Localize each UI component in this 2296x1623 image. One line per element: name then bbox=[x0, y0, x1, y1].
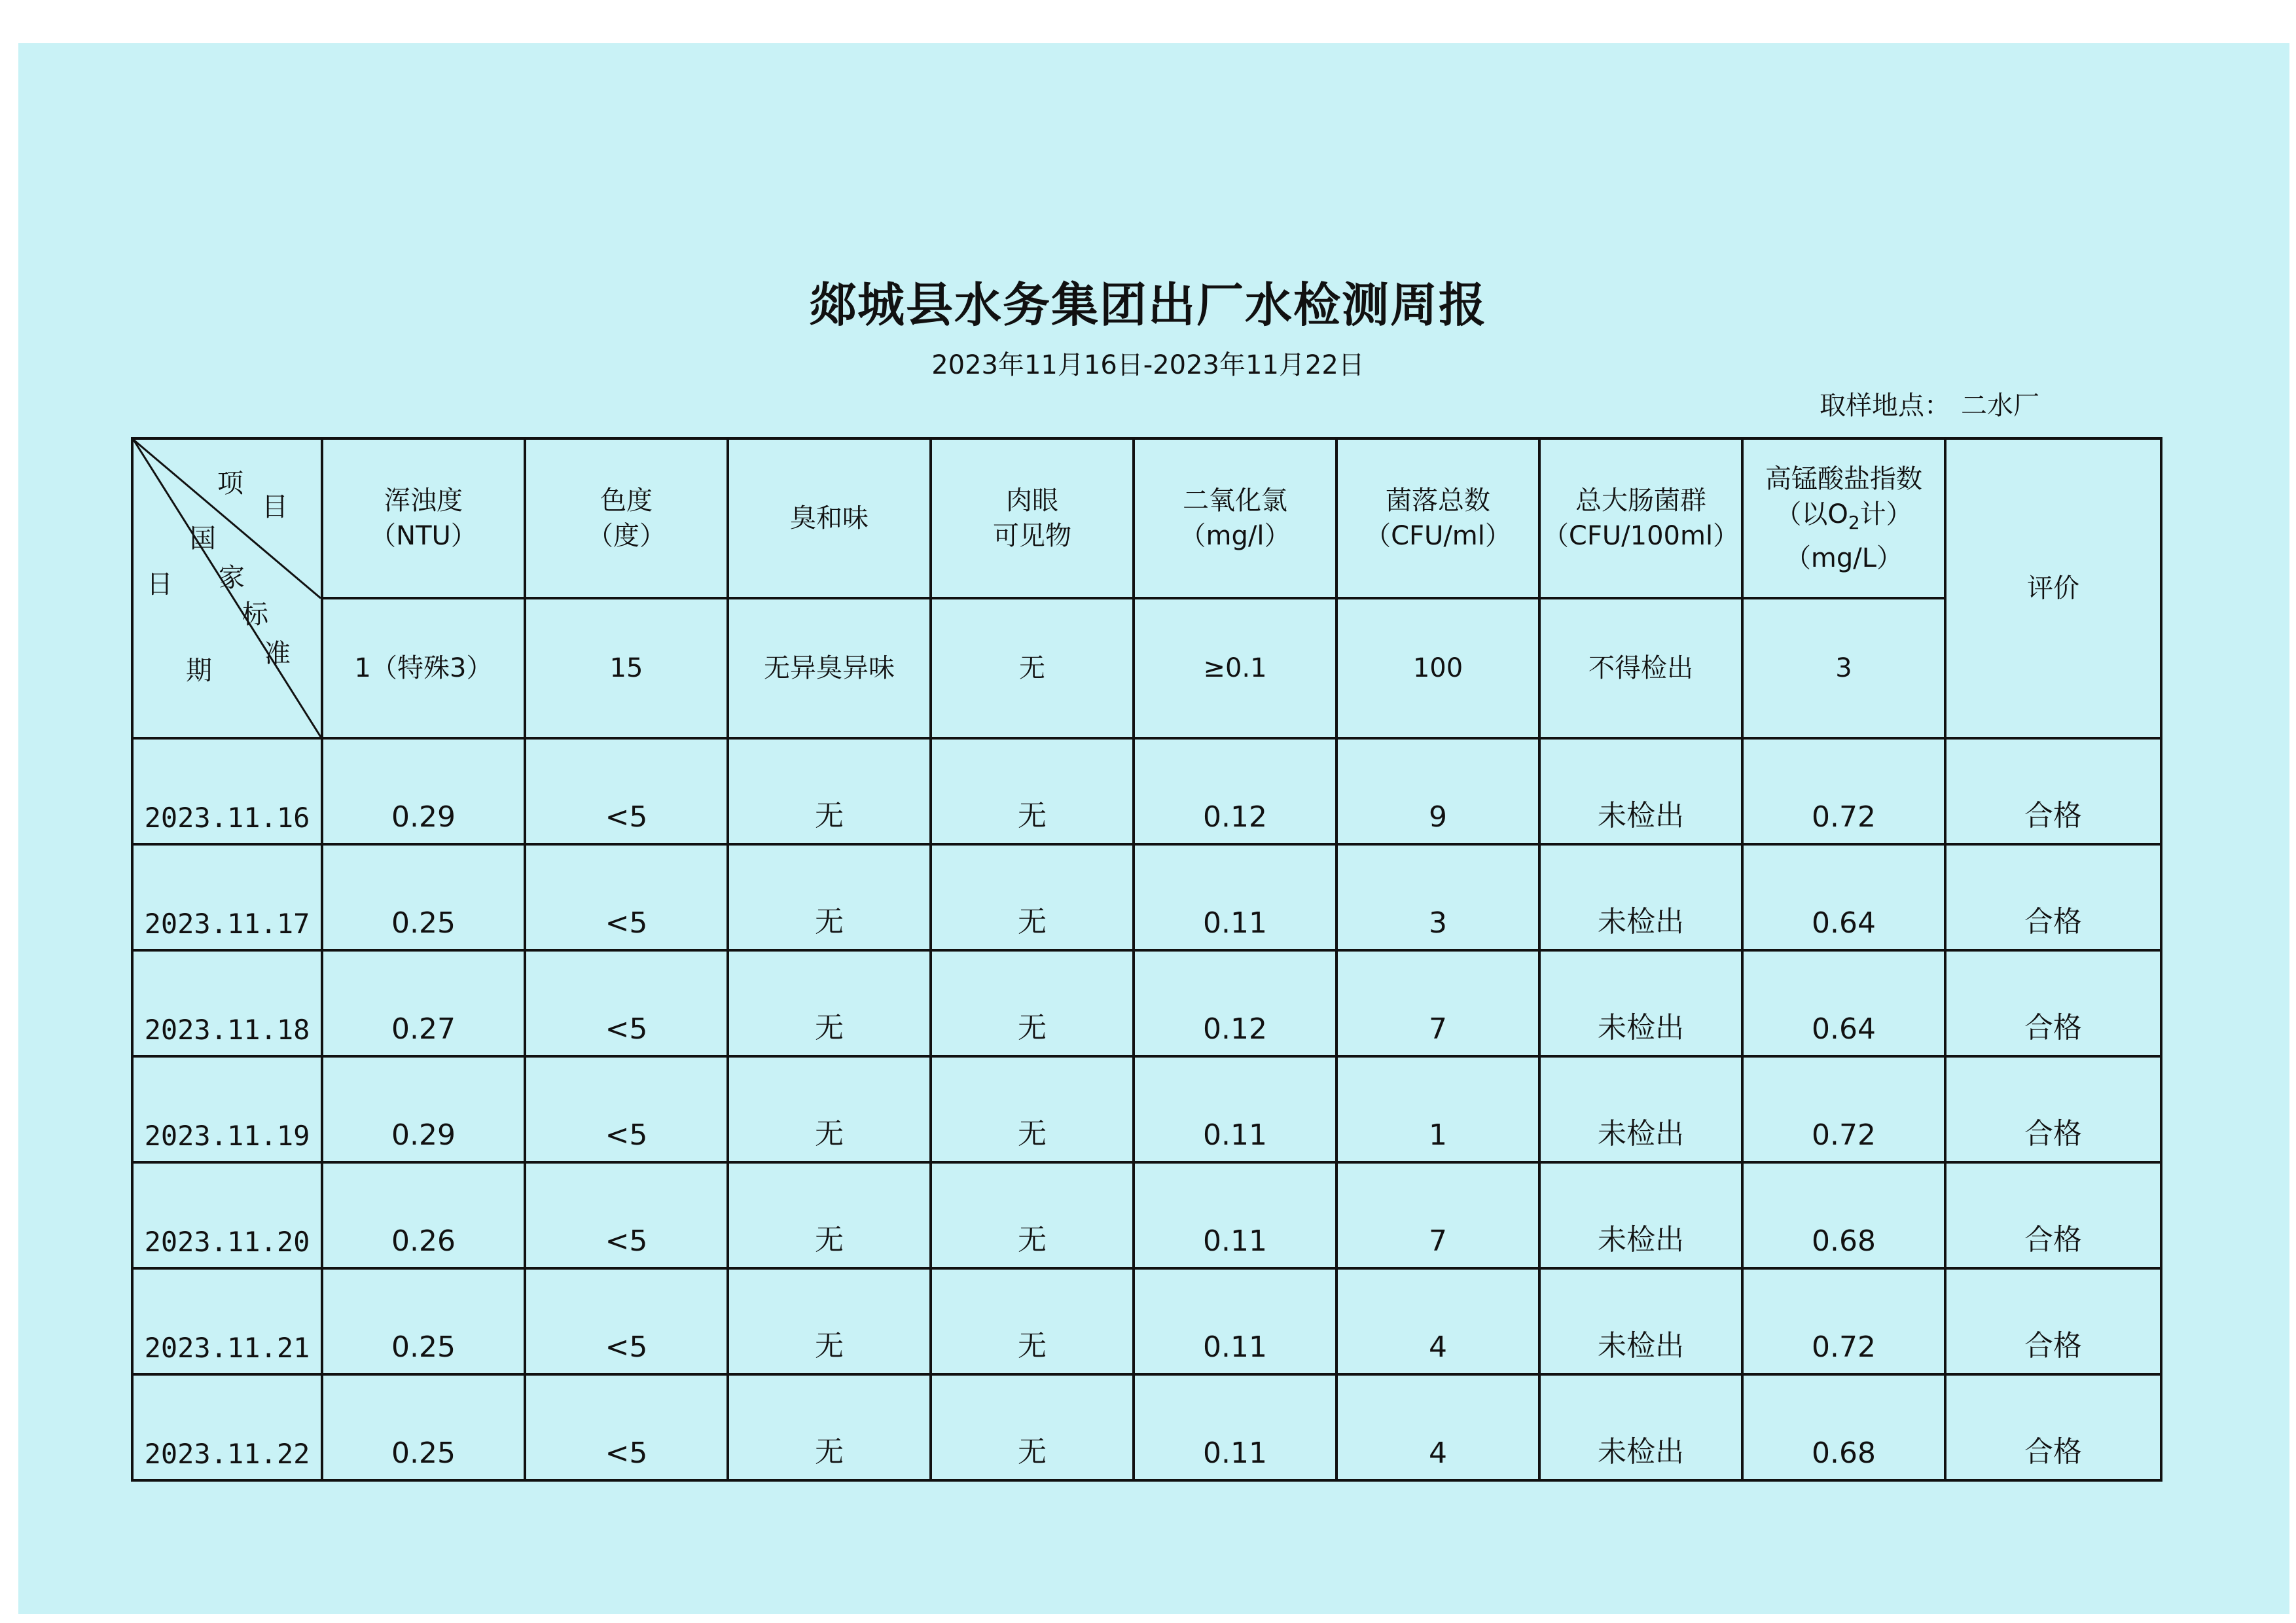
corner-item-char-1: 项 bbox=[217, 469, 243, 499]
table-row bbox=[132, 844, 2161, 950]
col-header-turbidity: 浑浊度 （NTU） bbox=[322, 438, 525, 598]
row-date-cell: 2023.11.18 bbox=[132, 950, 322, 1056]
row-value-cell: 未检出 bbox=[1539, 738, 1742, 844]
corner-standard-char-1: 国 bbox=[190, 524, 216, 554]
row-date-cell: 2023.11.19 bbox=[132, 1056, 322, 1162]
col-header-visible-matter: 肉眼 可见物 bbox=[931, 438, 1134, 598]
row-date-cell: 2023.11.22 bbox=[132, 1374, 322, 1480]
row-value-cell: 0.72 bbox=[1742, 1056, 1945, 1162]
row-value-cell: 无 bbox=[931, 1268, 1134, 1374]
corner-date-char-2: 期 bbox=[186, 656, 212, 686]
table-body bbox=[132, 738, 2161, 1480]
row-value-cell: 无 bbox=[728, 1374, 931, 1480]
row-value-cell: 0.72 bbox=[1742, 738, 1945, 844]
corner-date-char-1: 日 bbox=[147, 569, 173, 599]
row-value-cell: 未检出 bbox=[1539, 1056, 1742, 1162]
corner-standard-char-4: 准 bbox=[264, 639, 291, 669]
col-header-colony-count: 菌落总数 （CFU/ml） bbox=[1336, 438, 1539, 598]
row-value-cell: 0.64 bbox=[1742, 950, 1945, 1056]
row-value-cell: 0.68 bbox=[1742, 1162, 1945, 1268]
row-value-cell: 4 bbox=[1336, 1268, 1539, 1374]
row-evaluation-cell: 合格 bbox=[1945, 1056, 2161, 1162]
row-value-cell: <5 bbox=[525, 844, 728, 950]
standard-cell: 100 bbox=[1336, 598, 1539, 738]
row-value-cell: <5 bbox=[525, 1268, 728, 1374]
standard-cell: 15 bbox=[525, 598, 728, 738]
col-header-chlorine-dioxide: 二氧化氯 （mg/l） bbox=[1134, 438, 1336, 598]
row-date-cell: 2023.11.16 bbox=[132, 738, 322, 844]
row-value-cell: 无 bbox=[931, 1056, 1134, 1162]
row-evaluation-cell: 合格 bbox=[1945, 950, 2161, 1056]
header-row-items bbox=[132, 438, 2161, 598]
row-value-cell: <5 bbox=[525, 950, 728, 1056]
row-value-cell: 4 bbox=[1336, 1374, 1539, 1480]
row-value-cell: 9 bbox=[1336, 738, 1539, 844]
standard-cell: 1（特殊3） bbox=[322, 598, 525, 738]
row-value-cell: 无 bbox=[931, 738, 1134, 844]
table-row bbox=[132, 1268, 2161, 1374]
row-value-cell: <5 bbox=[525, 1056, 728, 1162]
row-value-cell: 0.12 bbox=[1134, 738, 1336, 844]
row-value-cell: 无 bbox=[931, 950, 1134, 1056]
row-value-cell: 0.29 bbox=[322, 1056, 525, 1162]
col-header-total-coliform: 总大肠菌群 （CFU/100ml） bbox=[1539, 438, 1742, 598]
table-row bbox=[132, 1056, 2161, 1162]
row-value-cell: 0.11 bbox=[1134, 1374, 1336, 1480]
row-value-cell: 0.64 bbox=[1742, 844, 1945, 950]
table-row bbox=[132, 1162, 2161, 1268]
col-header-odor-taste: 臭和味 bbox=[728, 438, 931, 598]
row-evaluation-cell: 合格 bbox=[1945, 1268, 2161, 1374]
row-value-cell: 未检出 bbox=[1539, 1268, 1742, 1374]
row-value-cell: <5 bbox=[525, 1162, 728, 1268]
standard-cell: ≥0.1 bbox=[1134, 598, 1336, 738]
col-header-color: 色度 （度） bbox=[525, 438, 728, 598]
row-value-cell: 0.11 bbox=[1134, 1268, 1336, 1374]
row-value-cell: 0.27 bbox=[322, 950, 525, 1056]
row-value-cell: 3 bbox=[1336, 844, 1539, 950]
row-value-cell: 无 bbox=[728, 1162, 931, 1268]
row-value-cell: <5 bbox=[525, 738, 728, 844]
row-value-cell: 0.72 bbox=[1742, 1268, 1945, 1374]
row-value-cell: 0.11 bbox=[1134, 1056, 1336, 1162]
sampling-location bbox=[1820, 385, 2050, 422]
standard-cell: 不得检出 bbox=[1539, 598, 1742, 738]
sampling-location-value: 二水厂 bbox=[1961, 391, 2039, 421]
header-row-standards bbox=[132, 598, 2161, 738]
row-value-cell: 无 bbox=[728, 950, 931, 1056]
row-date-cell: 2023.11.17 bbox=[132, 844, 322, 950]
table-row bbox=[132, 950, 2161, 1056]
row-value-cell: 0.25 bbox=[322, 844, 525, 950]
row-value-cell: 无 bbox=[728, 844, 931, 950]
row-value-cell: 未检出 bbox=[1539, 1374, 1742, 1480]
col-header-evaluation: 评价 bbox=[1945, 438, 2161, 738]
row-value-cell: 0.26 bbox=[322, 1162, 525, 1268]
corner-header-cell bbox=[132, 438, 322, 738]
row-value-cell: 0.68 bbox=[1742, 1374, 1945, 1480]
standard-cell: 无 bbox=[931, 598, 1134, 738]
standard-cell: 无异臭异味 bbox=[728, 598, 931, 738]
row-value-cell: 未检出 bbox=[1539, 950, 1742, 1056]
row-value-cell: 7 bbox=[1336, 950, 1539, 1056]
row-date-cell: 2023.11.21 bbox=[132, 1268, 322, 1374]
row-value-cell: 无 bbox=[931, 1162, 1134, 1268]
row-value-cell: 无 bbox=[728, 1268, 931, 1374]
row-evaluation-cell: 合格 bbox=[1945, 844, 2161, 950]
water-quality-table bbox=[131, 437, 2162, 1482]
report-date-range: 2023年11月16日-2023年11月22日 bbox=[931, 350, 1365, 380]
sampling-location-label: 取样地点： bbox=[1820, 391, 1950, 421]
row-value-cell: 无 bbox=[728, 738, 931, 844]
row-value-cell: 未检出 bbox=[1539, 1162, 1742, 1268]
row-value-cell: 0.29 bbox=[322, 738, 525, 844]
corner-standard-char-3: 标 bbox=[242, 599, 268, 630]
row-value-cell: 无 bbox=[728, 1056, 931, 1162]
row-evaluation-cell: 合格 bbox=[1945, 1374, 2161, 1480]
corner-standard-char-2: 家 bbox=[219, 563, 245, 593]
row-value-cell: 0.11 bbox=[1134, 1162, 1336, 1268]
row-value-cell: 0.25 bbox=[322, 1374, 525, 1480]
corner-item-char-2: 目 bbox=[262, 492, 288, 522]
row-evaluation-cell: 合格 bbox=[1945, 1162, 2161, 1268]
col-header-permanganate-index: 高锰酸盐指数 （以$O_2$计） （mg/L） bbox=[1742, 438, 1945, 598]
row-evaluation-cell: 合格 bbox=[1945, 738, 2161, 844]
row-date-cell: 2023.11.20 bbox=[132, 1162, 322, 1268]
table-row bbox=[132, 738, 2161, 844]
row-value-cell: 0.12 bbox=[1134, 950, 1336, 1056]
report-title: 郯城县水务集团出厂水检测周报 bbox=[808, 277, 1487, 332]
row-value-cell: 1 bbox=[1336, 1056, 1539, 1162]
row-value-cell: 未检出 bbox=[1539, 844, 1742, 950]
table-row bbox=[132, 1374, 2161, 1480]
row-value-cell: <5 bbox=[525, 1374, 728, 1480]
row-value-cell: 0.25 bbox=[322, 1268, 525, 1374]
row-value-cell: 无 bbox=[931, 844, 1134, 950]
standard-cell: 3 bbox=[1742, 598, 1945, 738]
row-value-cell: 0.11 bbox=[1134, 844, 1336, 950]
row-value-cell: 无 bbox=[931, 1374, 1134, 1480]
row-value-cell: 7 bbox=[1336, 1162, 1539, 1268]
